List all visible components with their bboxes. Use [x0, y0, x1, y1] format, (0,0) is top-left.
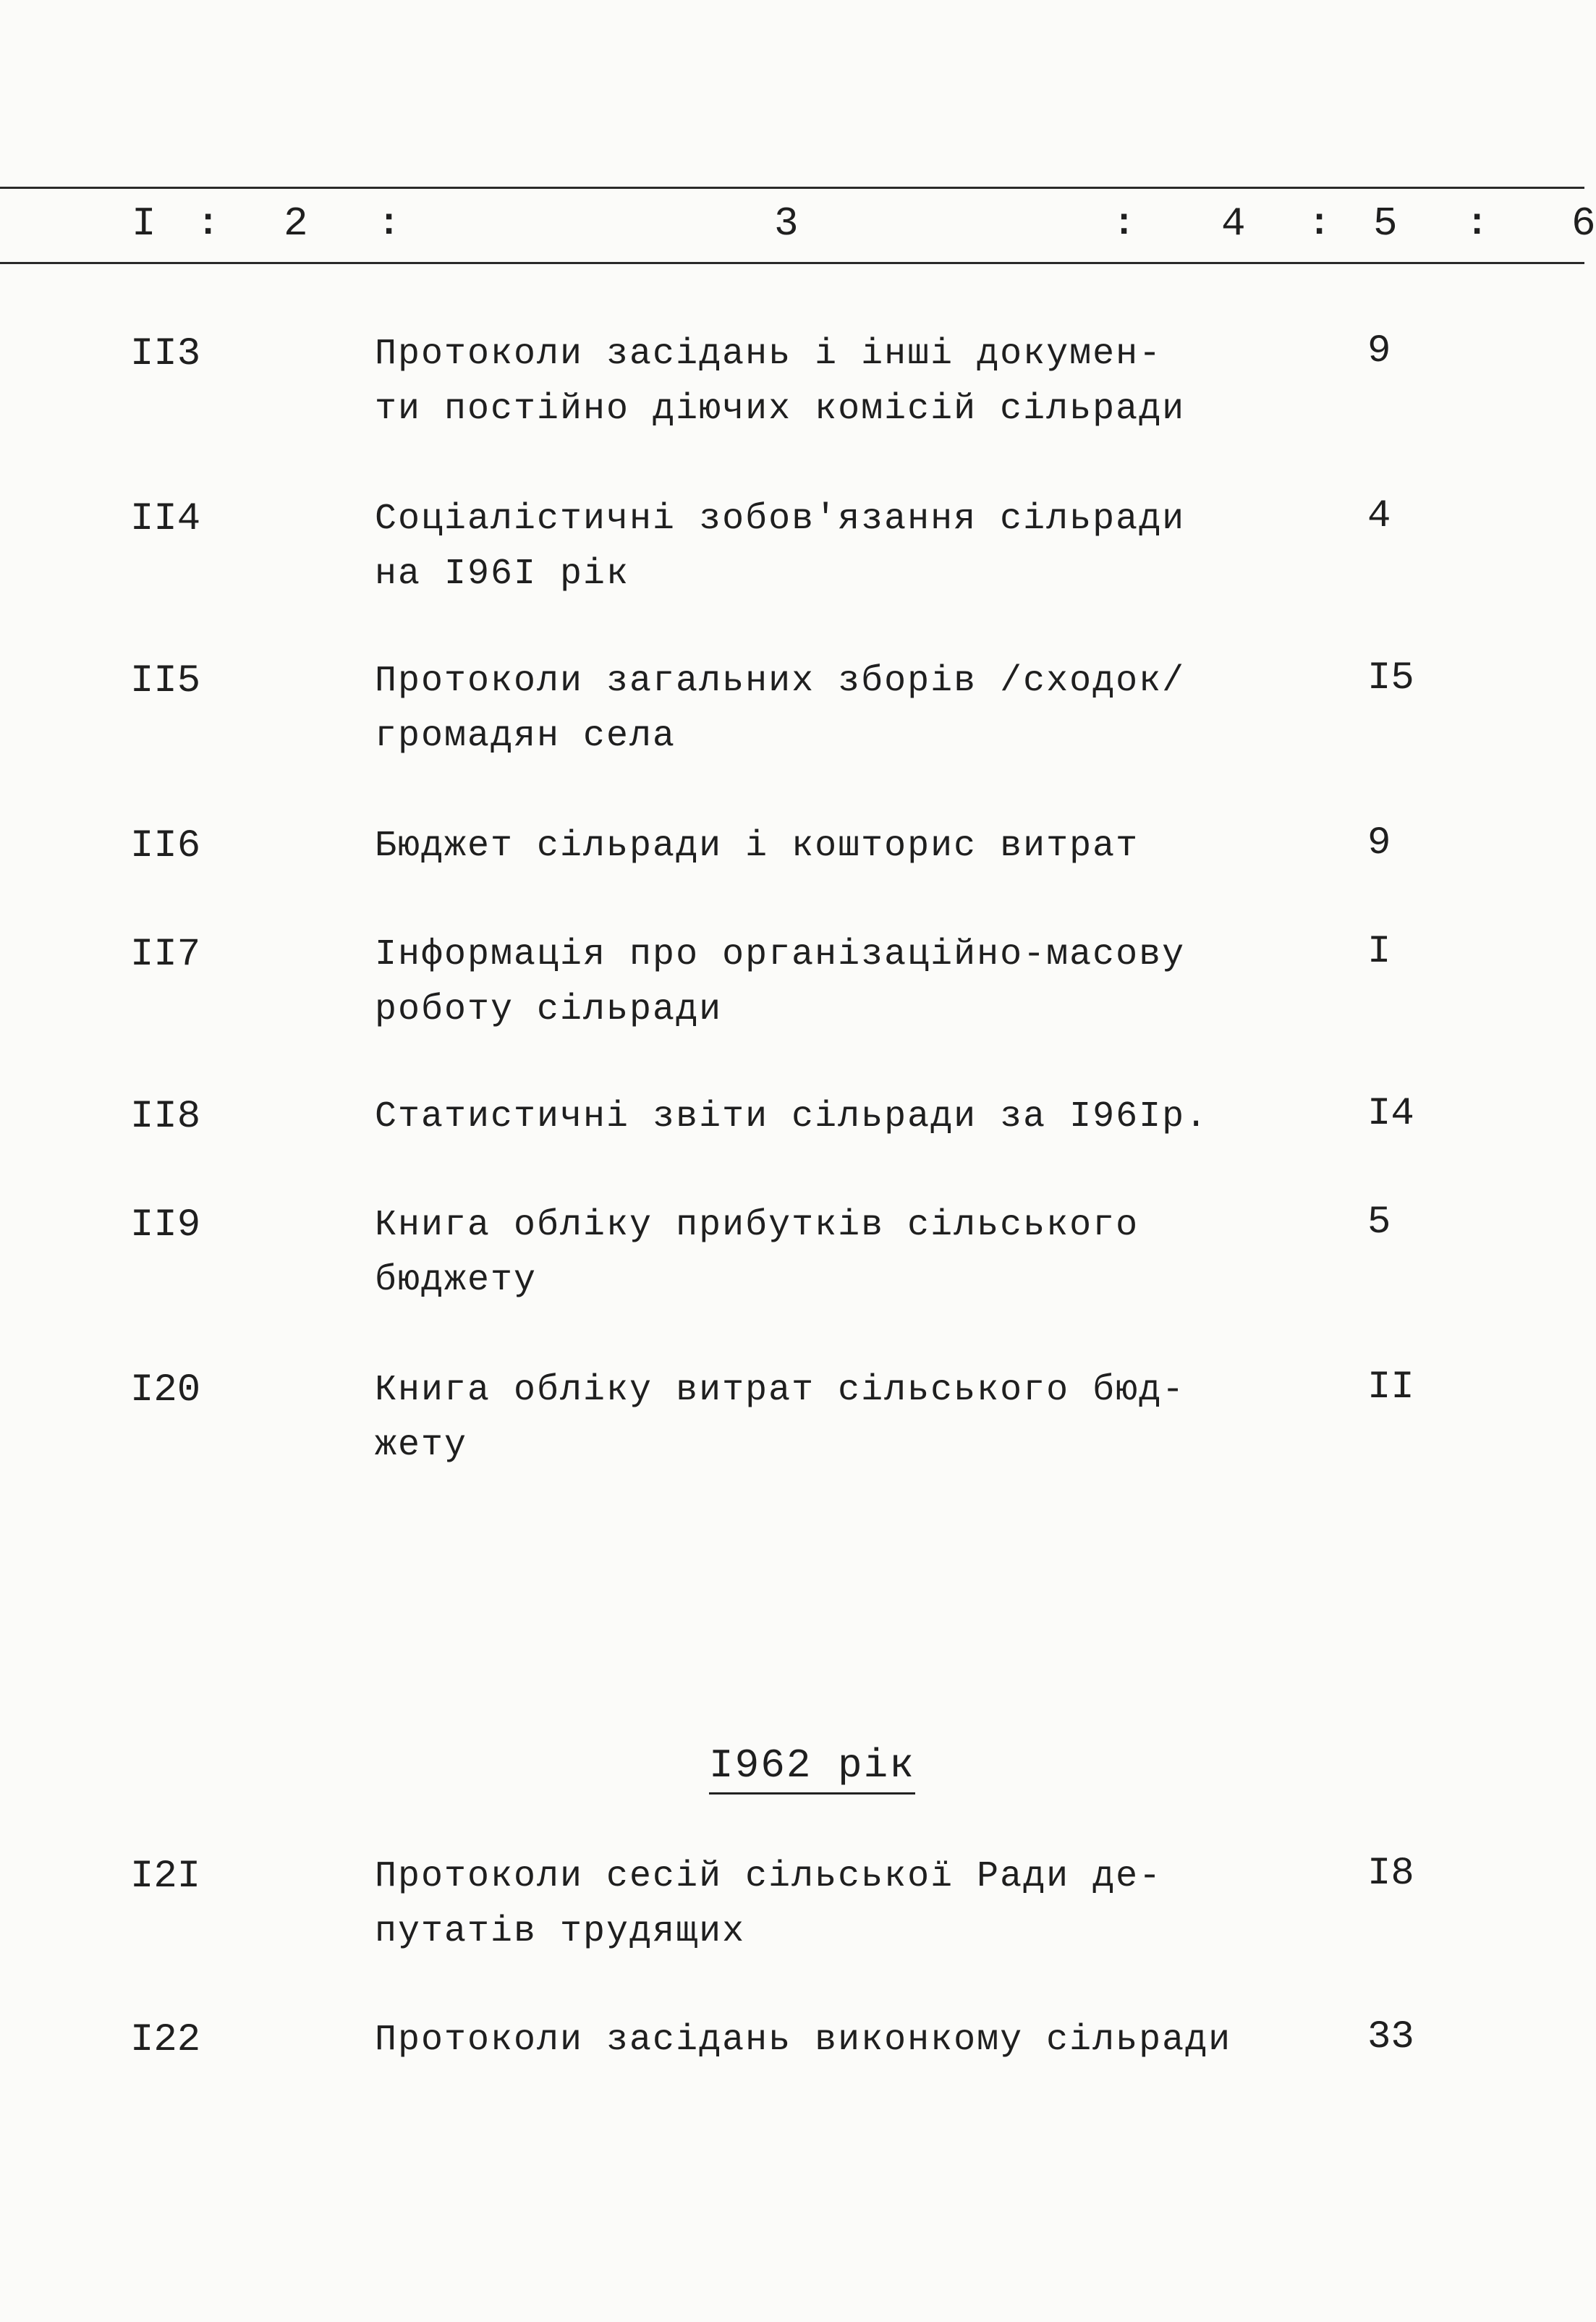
header-col-5: 5 — [1373, 200, 1398, 247]
file-number: II5 — [130, 659, 201, 703]
header-top-rule — [0, 187, 1584, 189]
file-title: Соціалістичні зобов'язання сільради на I96I рік — [375, 499, 1186, 595]
file-title: Інформація про організаційно-масову роботу сільради — [375, 934, 1186, 1030]
sheet-count: I8 — [1367, 1852, 1414, 1896]
sheet-count: II — [1367, 1365, 1414, 1410]
file-title: Книга обліку витрат сільського бюд- жету — [375, 1370, 1186, 1466]
file-number: I20 — [130, 1368, 201, 1412]
header-separator: : — [1308, 203, 1331, 245]
header-col-2: 2 — [284, 200, 308, 247]
sheet-count: I5 — [1367, 656, 1414, 700]
file-number: II8 — [130, 1095, 201, 1139]
file-number: II6 — [130, 824, 201, 868]
header-separator: : — [378, 203, 401, 245]
sheet-count: I4 — [1367, 1092, 1414, 1136]
file-number: II4 — [130, 497, 201, 541]
file-title: Протоколи засідань і інші докумен- ти постійно діючих комісій сільради — [375, 334, 1186, 430]
file-number: II7 — [130, 933, 201, 977]
header-separator: : — [197, 203, 220, 245]
file-title: Статистичні звіти сільради за I96Iр. — [375, 1096, 1209, 1137]
header-bottom-rule — [0, 262, 1584, 264]
file-title: Книга обліку прибутків сільського бюджету — [375, 1205, 1139, 1301]
header-separator: : — [1466, 203, 1489, 245]
file-number: II3 — [130, 332, 201, 376]
sheet-count: 33 — [1367, 2015, 1414, 2059]
file-number: I22 — [130, 2018, 201, 2062]
header-col-6: 6 — [1571, 200, 1596, 247]
sheet-count: 5 — [1367, 1200, 1391, 1245]
sheet-count: 4 — [1367, 494, 1391, 538]
header-separator: : — [1113, 203, 1136, 245]
sheet-count: I — [1367, 930, 1391, 974]
file-number: II9 — [130, 1203, 201, 1247]
file-title: Протоколи сесій сільської Ради де- путатів трудящих — [375, 1856, 1163, 1952]
sheet-count: 9 — [1367, 329, 1391, 373]
sheet-count: 9 — [1367, 821, 1391, 865]
file-title: Протоколи загальних зборів /сходок/ громадян села — [375, 661, 1186, 757]
file-number: I2I — [130, 1855, 201, 1899]
year-heading: I962 рік — [709, 1740, 915, 1795]
header-col-4: 4 — [1221, 200, 1246, 247]
header-col-1: I — [132, 200, 156, 247]
file-title: Протоколи засідань виконкому сільради — [375, 2020, 1232, 2061]
header-col-3: 3 — [774, 200, 799, 247]
file-title: Бюджет сільради і кошторис витрат — [375, 826, 1139, 867]
